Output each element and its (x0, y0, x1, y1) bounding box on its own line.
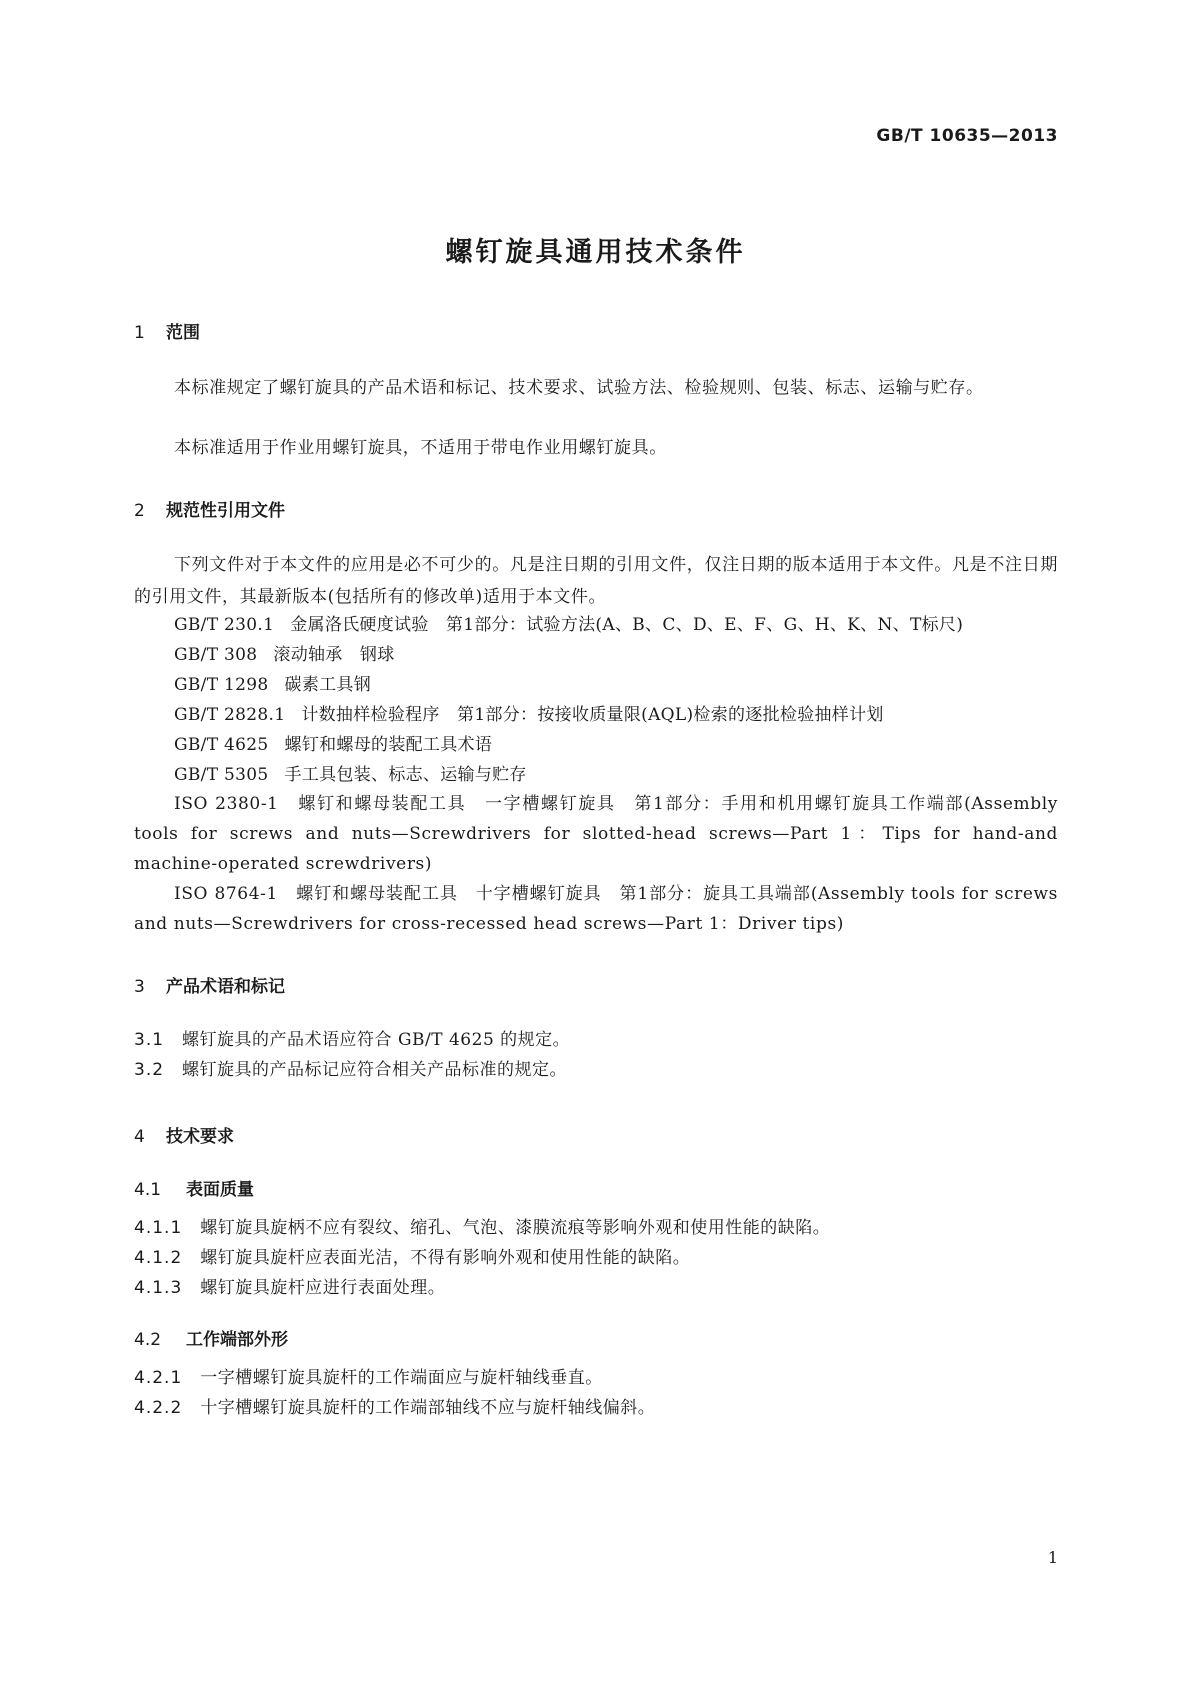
clause-number: 4.1.2 (134, 1248, 183, 1268)
clause-text: 螺钉旋具的产品术语应符合 GB/T 4625 的规定。 (182, 1030, 571, 1050)
clause-item (134, 1024, 570, 1056)
section-1-heading (134, 318, 200, 343)
paragraph: 下列文件对于本文件的应用是必不可少的。凡是注日期的引用文件，仅注日期的版本适用于本文件。凡是不注日期的引用文件，其最新版本(包括所有的修改单)适用于本文件。 (134, 555, 1058, 607)
subsection-title: 工作端部外形 (186, 1330, 288, 1350)
reference-code: GB/T 5305 (174, 765, 269, 785)
section-number: 2 (134, 501, 145, 521)
clause-number: 4.1.1 (134, 1218, 183, 1238)
document-title: 螺钉旋具通用技术条件 (445, 237, 746, 268)
reference-item (174, 669, 371, 701)
section-title: 规范性引用文件 (166, 501, 285, 521)
clause-number: 4.2.1 (134, 1368, 183, 1388)
reference-title: 计数抽样检验程序 第1部分：按接收质量限(AQL)检索的逐批检验抽样计划 (301, 705, 884, 725)
clause-number: 3.2 (134, 1060, 165, 1080)
reference-code: GB/T 230.1 (174, 615, 275, 635)
clause-number: 3.1 (134, 1030, 165, 1050)
subsection-4-1-heading (134, 1175, 254, 1200)
clause-text: 螺钉旋具旋柄不应有裂纹、缩孔、气泡、漆膜流痕等影响外观和使用性能的缺陷。 (200, 1218, 831, 1238)
reference-code: GB/T 1298 (174, 675, 269, 695)
reference-item (174, 639, 395, 671)
clause-text: 螺钉旋具旋杆应表面光洁，不得有影响外观和使用性能的缺陷。 (200, 1248, 691, 1268)
clause-number: 4.2.2 (134, 1398, 183, 1418)
clause-text: 十字槽螺钉旋具旋杆的工作端部轴线不应与旋杆轴线偏斜。 (200, 1398, 656, 1418)
subsection-4-2-heading (134, 1325, 288, 1350)
clause-text: 一字槽螺钉旋具旋杆的工作端面应与旋杆轴线垂直。 (200, 1368, 603, 1388)
reference-item (174, 699, 884, 731)
reference-code: GB/T 4625 (174, 735, 269, 755)
section-number: 4 (134, 1127, 145, 1147)
subsection-number: 4.1 (134, 1180, 162, 1200)
reference-title: 金属洛氏硬度试验 第1部分：试验方法(A、B、C、D、E、F、G、H、K、N、T标尺) (290, 615, 964, 635)
section-4-heading (134, 1122, 234, 1147)
subsection-title: 表面质量 (186, 1180, 254, 1200)
clause-item (134, 1392, 655, 1424)
page-number: 1 (1047, 1548, 1058, 1567)
standard-number: GB/T 10635—2013 (876, 126, 1058, 146)
section-2-heading (134, 496, 285, 521)
clause-item (134, 1362, 603, 1394)
clause-item (134, 1272, 445, 1304)
reference-item (174, 759, 527, 791)
paragraph: 本标准规定了螺钉旋具的产品术语和标记、技术要求、试验方法、检验规则、包装、标志、运输与贮存。 (174, 378, 984, 398)
subsection-number: 4.2 (134, 1330, 162, 1350)
reference-item (174, 729, 492, 761)
reference-title: 碳素工具钢 (284, 675, 372, 695)
section-3-heading (134, 972, 285, 997)
section-number: 1 (134, 323, 145, 343)
reference-title: 螺钉和螺母的装配工具术语 (284, 735, 493, 755)
section-title: 技术要求 (166, 1127, 234, 1147)
clause-item (134, 1212, 830, 1244)
clause-text: 螺钉旋具的产品标记应符合相关产品标准的规定。 (182, 1060, 568, 1080)
reference-code: GB/T 308 (174, 645, 258, 665)
clause-text: 螺钉旋具旋杆应进行表面处理。 (200, 1278, 446, 1298)
iso-reference-item: ISO 2380-1 螺钉和螺母装配工具 一字槽螺钉旋具 第1部分：手用和机用螺钉旋具工作端部(Assembly tools for screws and nuts—Screwdrivers for slotted-head screws—Part 1：Tips for hand-and machine-operated screwdrivers) (134, 794, 1058, 874)
clause-number: 4.1.3 (134, 1278, 183, 1298)
paragraph: 本标准适用于作业用螺钉旋具，不适用于带电作业用螺钉旋具。 (174, 438, 667, 458)
section-title: 范围 (166, 323, 200, 343)
iso-reference-item: ISO 8764-1 螺钉和螺母装配工具 十字槽螺钉旋具 第1部分：旋具工具端部(Assembly tools for screws and nuts—Screwdrivers for cross-recessed head screws—Part 1：Driver tips) (134, 884, 1058, 934)
clause-item (134, 1242, 690, 1274)
reference-item (174, 609, 963, 641)
reference-title: 手工具包装、标志、运输与贮存 (284, 765, 527, 785)
reference-title: 滚动轴承 钢球 (273, 645, 395, 665)
clause-item (134, 1054, 567, 1086)
reference-code: GB/T 2828.1 (174, 705, 286, 725)
section-number: 3 (134, 977, 145, 997)
section-title: 产品术语和标记 (166, 977, 285, 997)
